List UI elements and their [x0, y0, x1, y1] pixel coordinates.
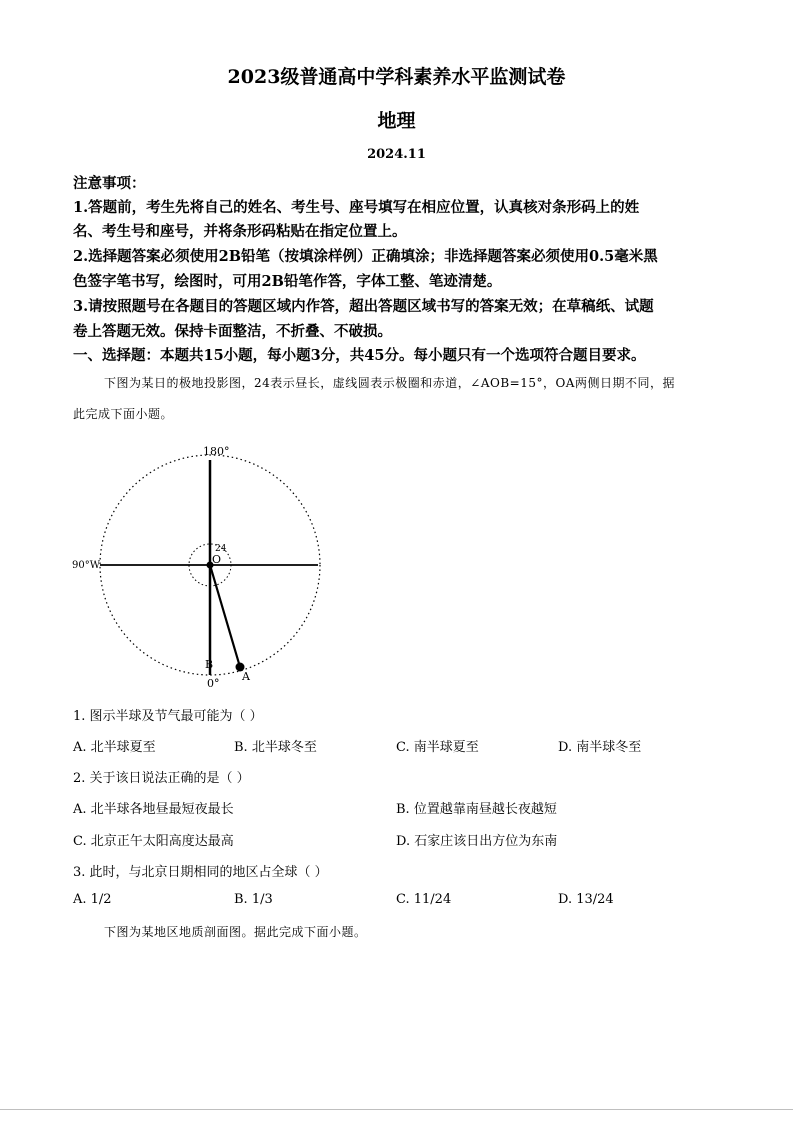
label-b: B	[205, 658, 214, 671]
notes-heading: 注意事项：	[73, 175, 146, 192]
note-2-line-b: 色签字笔书写，绘图时，可用2B铅笔作答，字体工整、笔迹清楚。	[73, 273, 502, 290]
section-2-intro: 下图为某地区地质剖面图。据此完成下面小题。	[104, 925, 367, 939]
question-3-stem: 3. 此时，与北京日期相同的地区占全球（ ）	[73, 865, 328, 880]
section-1-intro-a: 下图为某日的极地投影图，24表示昼长，虚线圆表示极圈和赤道，∠AOB=15°，OA两侧日期不同，据	[104, 376, 675, 390]
section-1-intro-b: 此完成下面小题。	[73, 407, 174, 421]
label-a: A	[242, 670, 250, 683]
exam-date: 2024.11	[367, 147, 426, 162]
question-2-stem: 2. 关于该日说法正确的是（ ）	[73, 771, 250, 786]
q3-option-c: C. 11/24	[396, 892, 452, 907]
note-2-line-a: 2.选择题答案必须使用2B铅笔（按填涂样例）正确填涂；非选择题答案必须使用0.5毫米黑	[73, 248, 658, 265]
label-o: O	[212, 553, 222, 566]
q3-option-b: B. 1/3	[234, 892, 273, 907]
q2-option-a: A. 北半球各地昼最短夜最长	[73, 802, 234, 817]
note-3-line-a: 3.请按照题号在各题目的答题区域内作答，超出答题区域书写的答案无效；在草稿纸、试题	[73, 298, 654, 315]
q1-option-a: A. 北半球夏至	[73, 740, 156, 755]
label-24: 24	[215, 544, 227, 554]
note-1-line-a: 1.答题前，考生先将自己的姓名、考生号、座号填写在相应位置，认真核对条形码上的姓	[73, 199, 640, 216]
q3-option-a: A. 1/2	[73, 892, 112, 907]
note-1-line-b: 名、考生号和座号，并将条形码粘贴在指定位置上。	[73, 223, 407, 240]
q1-option-c: C. 南半球夏至	[396, 740, 479, 755]
exam-title: 2023级普通高中学科素养水平监测试卷	[227, 66, 566, 88]
note-3-line-b: 卷上答题无效。保持卡面整洁，不折叠、不破损。	[73, 323, 392, 340]
q1-option-d: D. 南半球冬至	[558, 740, 642, 755]
label-90w: 90°W	[72, 560, 101, 571]
q2-option-c: C. 北京正午太阳高度达最高	[73, 834, 234, 849]
page-bottom-divider	[0, 1109, 793, 1110]
section-1-heading: 一、选择题：本题共15小题，每小题3分，共45分。每小题只有一个选项符合题目要求。	[73, 347, 646, 364]
question-1-stem: 1. 图示半球及节气最可能为（ ）	[73, 709, 263, 724]
q2-option-b: B. 位置越靠南昼越长夜越短	[396, 802, 557, 817]
exam-subject: 地理	[377, 110, 416, 132]
q2-option-d: D. 石家庄该日出方位为东南	[396, 834, 558, 849]
q1-option-b: B. 北半球冬至	[234, 740, 317, 755]
label-180: 180°	[203, 445, 230, 458]
q3-option-d: D. 13/24	[558, 892, 614, 907]
label-0: 0°	[207, 677, 220, 690]
polar-projection-figure	[60, 440, 350, 690]
